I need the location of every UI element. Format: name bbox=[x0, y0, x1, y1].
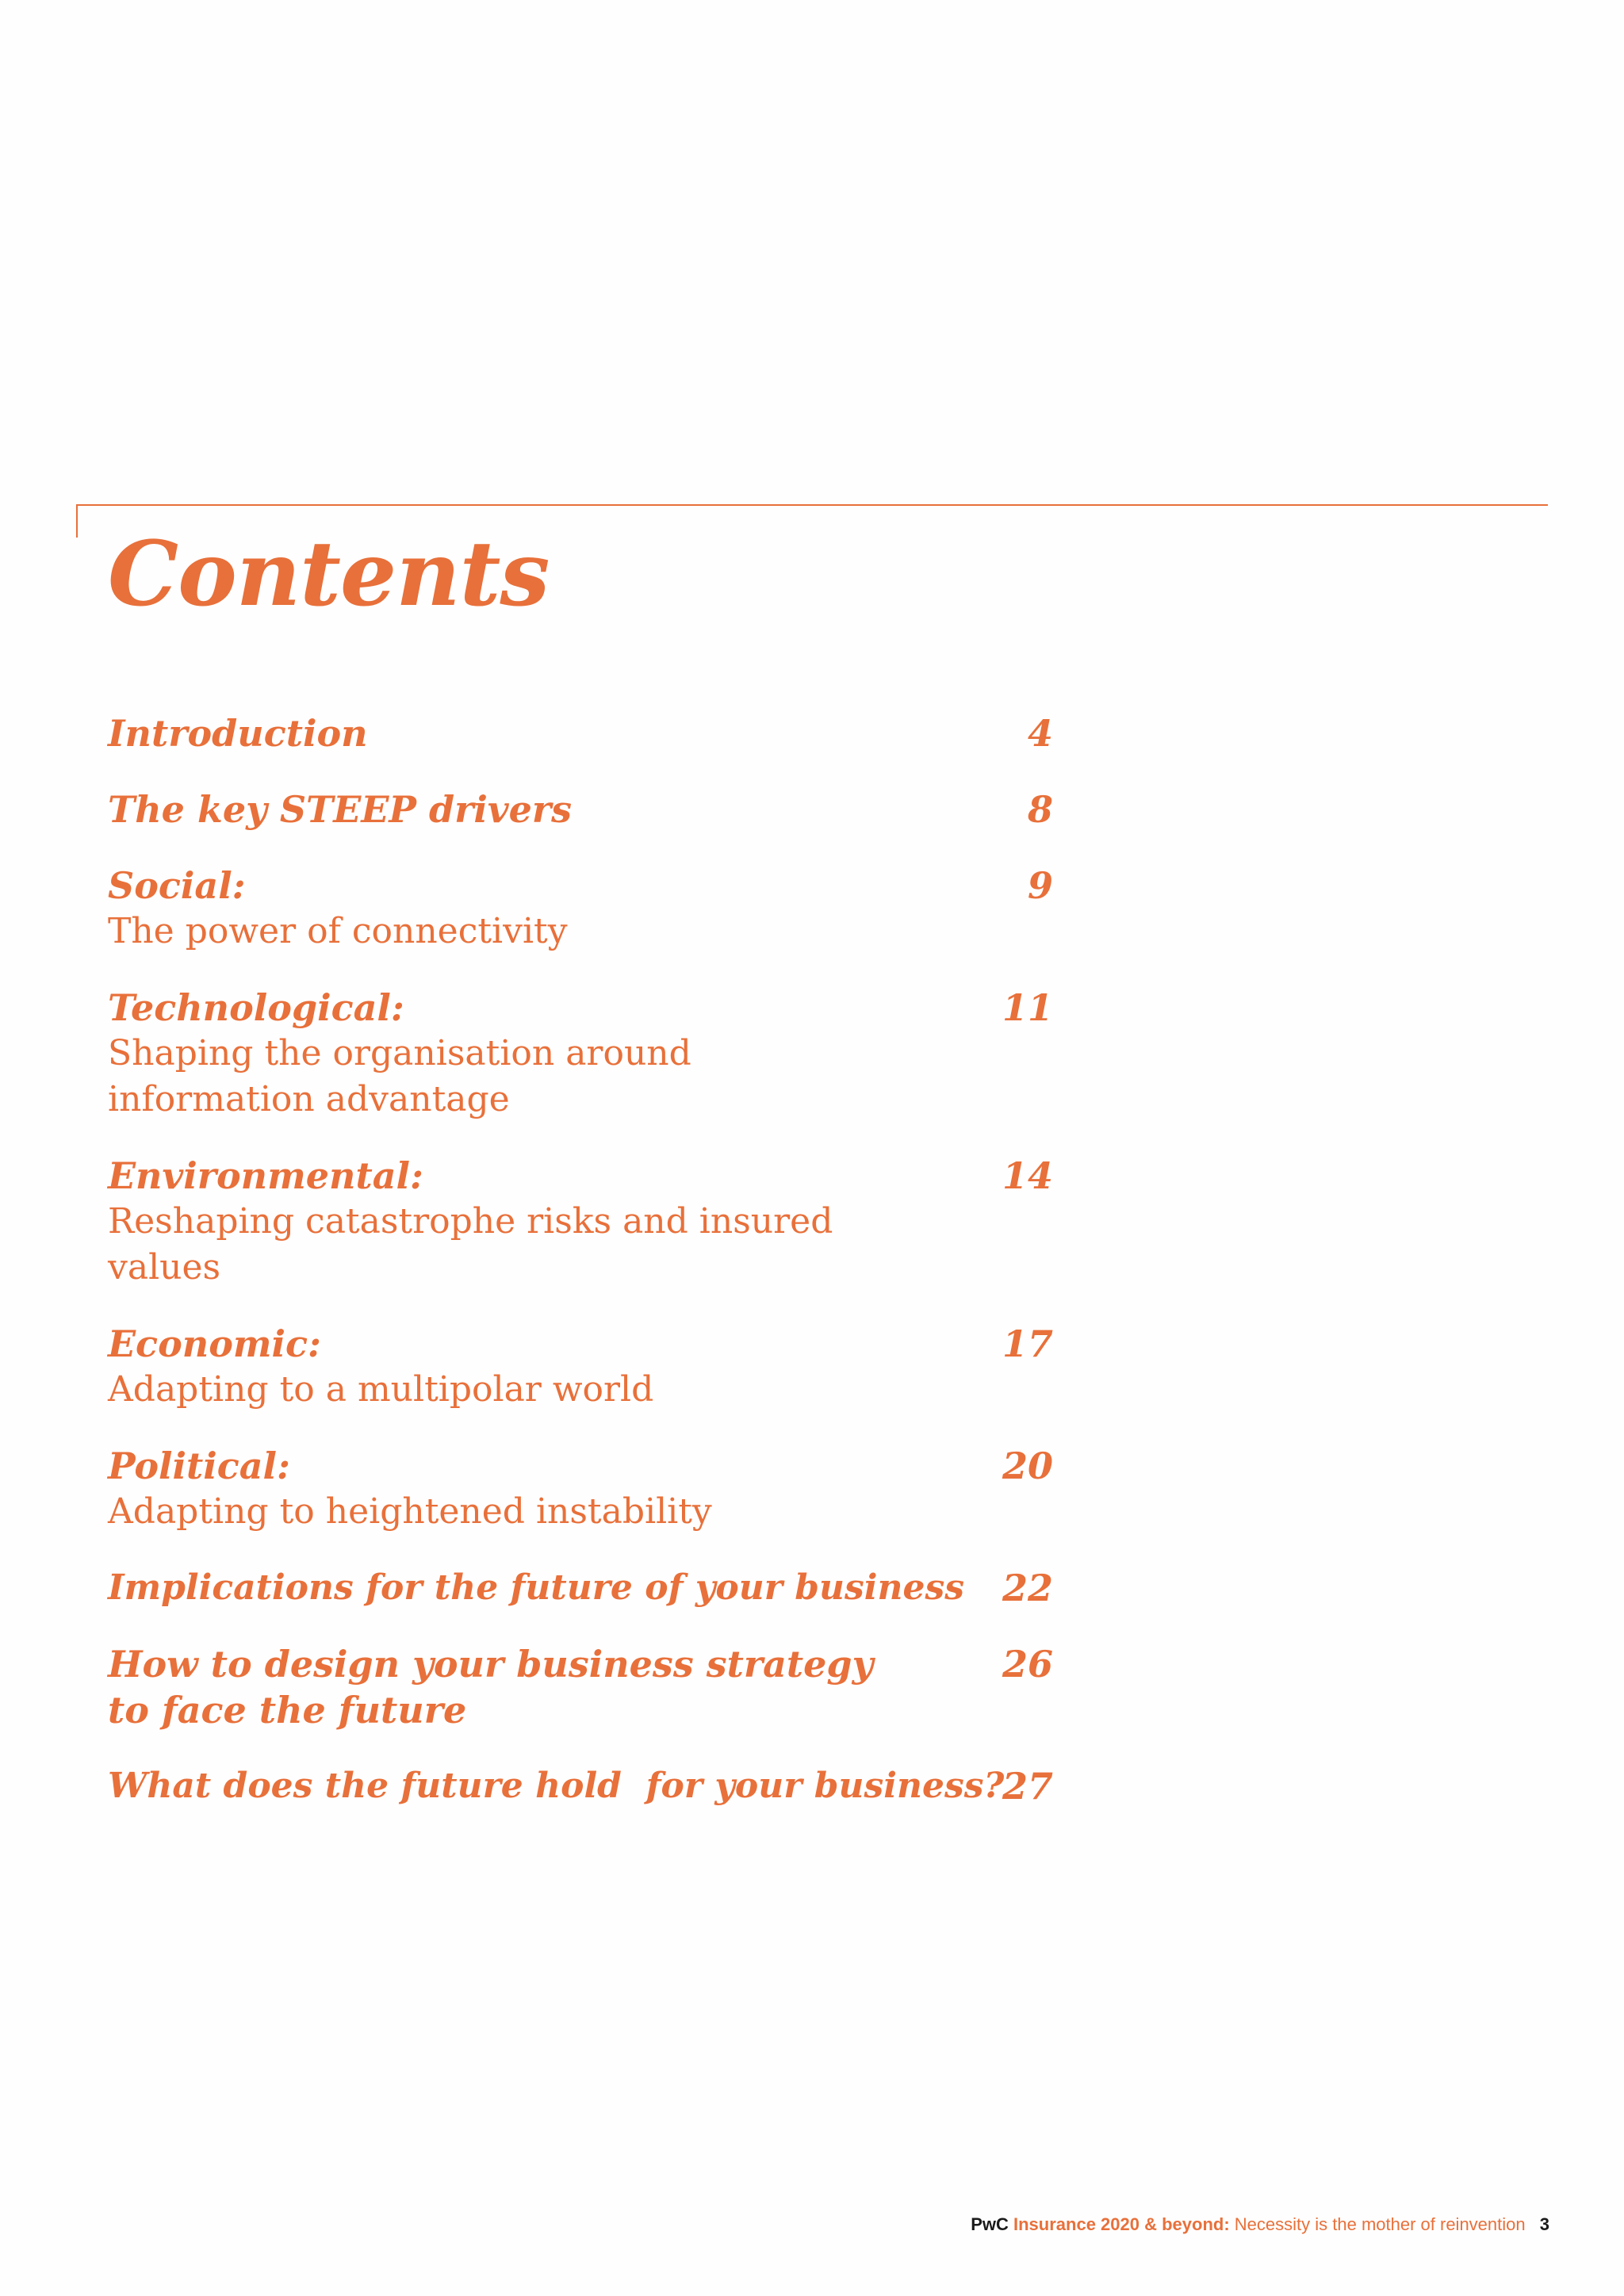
toc-entry-environmental[interactable] bbox=[108, 1153, 1059, 1291]
toc-entry-political[interactable] bbox=[108, 1443, 1059, 1535]
toc-page-number: 27 bbox=[1002, 1765, 1053, 1808]
header-rule-corner bbox=[76, 504, 78, 538]
toc-page-number: 4 bbox=[1027, 712, 1053, 755]
toc-heading: Technological: bbox=[108, 986, 404, 1029]
footer-report-title: Insurance 2020 & beyond: bbox=[1013, 2214, 1230, 2234]
toc-heading: Introduction bbox=[108, 712, 368, 755]
footer-page-number: 3 bbox=[1539, 2214, 1549, 2234]
toc-heading: The key STEEP drivers bbox=[108, 788, 573, 831]
toc-heading: Implications for the future of your business bbox=[108, 1567, 964, 1608]
toc-subtitle: Reshaping catastrophe risks and insured values bbox=[108, 1201, 833, 1288]
header-rule bbox=[76, 504, 1548, 506]
toc-page-number: 26 bbox=[1002, 1643, 1053, 1686]
toc-page-number: 9 bbox=[1027, 864, 1053, 907]
toc-heading: Economic: bbox=[108, 1322, 322, 1365]
toc-subtitle: The power of connectivity bbox=[108, 911, 568, 951]
toc-entry-introduction[interactable] bbox=[108, 710, 1059, 756]
footer-brand: PwC bbox=[971, 2214, 1009, 2234]
page-footer bbox=[971, 2214, 1549, 2236]
toc-heading: Political: bbox=[108, 1445, 290, 1487]
toc-subtitle: Adapting to a multipolar world bbox=[108, 1369, 654, 1410]
toc-entry-social[interactable] bbox=[108, 863, 1059, 955]
toc-subtitle: Shaping the organisation around information advantage bbox=[108, 1033, 691, 1119]
table-of-contents bbox=[108, 710, 1059, 1839]
toc-heading: What does the future hold for your business? bbox=[108, 1766, 1005, 1806]
toc-page-number: 17 bbox=[1002, 1322, 1053, 1365]
toc-heading: Social: bbox=[108, 864, 246, 907]
toc-heading: How to design your business strategy to face the future bbox=[108, 1643, 874, 1732]
toc-subtitle: Adapting to heightened instability bbox=[108, 1491, 712, 1532]
toc-entry-steep-drivers[interactable] bbox=[108, 786, 1059, 832]
toc-page-number: 20 bbox=[1002, 1445, 1053, 1487]
toc-page-number: 8 bbox=[1027, 788, 1053, 831]
toc-entry-strategy[interactable] bbox=[108, 1641, 1059, 1733]
toc-page-number: 14 bbox=[1002, 1154, 1053, 1197]
footer-tagline: Necessity is the mother of reinvention bbox=[1234, 2214, 1526, 2234]
toc-entry-implications[interactable] bbox=[108, 1565, 1059, 1611]
toc-entry-technological[interactable] bbox=[108, 985, 1059, 1123]
toc-heading: Environmental: bbox=[108, 1154, 423, 1197]
toc-entry-economic[interactable] bbox=[108, 1321, 1059, 1413]
toc-page-number: 22 bbox=[1002, 1567, 1053, 1609]
toc-entry-future-hold[interactable] bbox=[108, 1763, 1059, 1809]
toc-page-number: 11 bbox=[1002, 986, 1053, 1029]
page-title: Contents bbox=[108, 522, 550, 626]
